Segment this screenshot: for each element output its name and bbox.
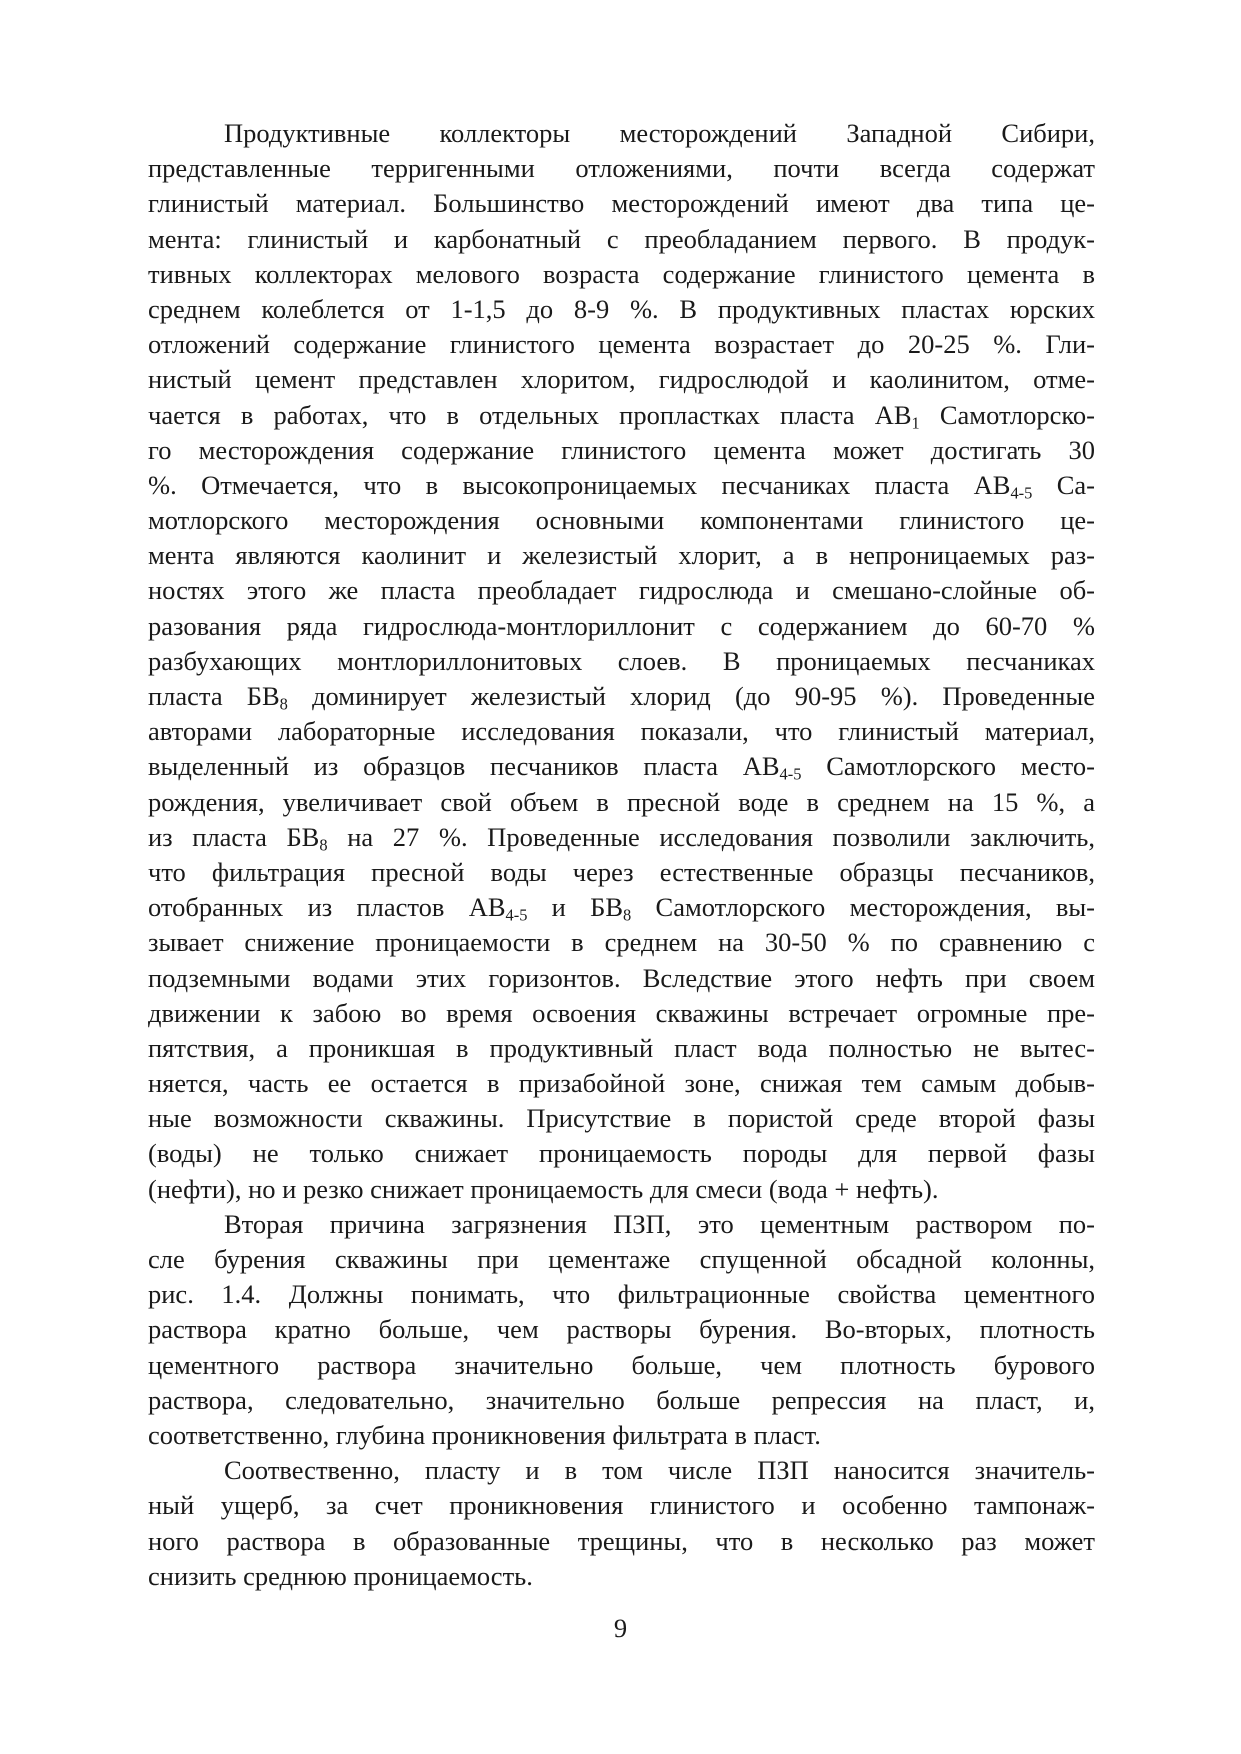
text-run: Са- (1032, 469, 1095, 500)
text-line (148, 996, 1095, 1031)
text-line (148, 222, 1095, 257)
text-line (148, 1172, 1095, 1207)
text-line (148, 1524, 1095, 1559)
text-run: выделенный из образцов песчаников пласта АВ (148, 751, 780, 782)
subscript: 8 (623, 905, 632, 925)
text-line (148, 1348, 1095, 1383)
text-line (148, 961, 1095, 996)
text-line (148, 503, 1095, 538)
text-run: Вторая причина загрязнения ПЗП, это цементным раствором по- (224, 1208, 1095, 1239)
text-line (148, 573, 1095, 608)
text-line (148, 1066, 1095, 1101)
text-run: няется, часть ее остается в призабойной зоне, снижая тем самым добыв- (148, 1068, 1095, 1099)
text-line (148, 679, 1095, 714)
text-line (148, 398, 1095, 433)
text-run: мента: глинистый и карбонатный с преобладанием первого. В продук- (148, 223, 1095, 254)
text-line (148, 292, 1095, 327)
text-line (148, 1277, 1095, 1312)
text-run: ностях этого же пласта преобладает гидрослюда и смешано-слойные об- (148, 575, 1095, 606)
text-line (148, 362, 1095, 397)
text-line (148, 644, 1095, 679)
text-run: ные возможности скважины. Присутствие в пористой среде второй фазы (148, 1103, 1095, 1134)
text-run: и БВ (527, 892, 624, 923)
text-run: ного раствора в образованные трещины, что в несколько раз может (148, 1525, 1095, 1556)
text-line (148, 609, 1095, 644)
text-run: отобранных из пластов АВ (148, 892, 506, 923)
text-run: цементного раствора значительно больше, чем плотность бурового (148, 1349, 1095, 1380)
text-line (148, 925, 1095, 960)
text-run: ный ущерб, за счет проникновения глинистого и особенно тампонаж- (148, 1490, 1095, 1521)
subscript: 8 (279, 694, 288, 714)
text-run: мотлорского месторождения основными компонентами глинистого це- (148, 505, 1095, 536)
subscript: 4-5 (505, 905, 528, 925)
text-run: Продуктивные коллекторы месторождений Западной Сибири, (224, 118, 1095, 148)
text-line (148, 1031, 1095, 1066)
text-run: снизить среднюю проницаемость. (148, 1560, 533, 1591)
text-line (148, 1559, 1095, 1594)
text-run: на 27 %. Проведенные исследования позволили заключить, (327, 821, 1095, 852)
text-line (148, 1136, 1095, 1171)
text-line (148, 186, 1095, 221)
text-run: Самотлорского место- (801, 751, 1095, 782)
text-line (148, 749, 1095, 784)
text-line (148, 151, 1095, 186)
subscript: 8 (319, 835, 328, 855)
paragraph-2 (148, 1207, 1095, 1453)
text-run: чается в работах, что в отдельных пропластках пласта АВ (148, 399, 912, 430)
text-run: разования ряда гидрослюда-монтлориллонит с содержанием до 60-70 % (148, 610, 1095, 641)
text-run: рождения, увеличивает свой объем в пресной воде в среднем на 15 %, а (148, 786, 1095, 817)
text-line (148, 327, 1095, 362)
text-line (148, 1488, 1095, 1523)
text-line (148, 785, 1095, 820)
text-line (148, 1207, 1095, 1242)
text-line (148, 820, 1095, 855)
text-run: (нефти), но и резко снижает проницаемость для смеси (вода + нефть). (148, 1173, 939, 1204)
text-run: нистый цемент представлен хлоритом, гидрослюдой и каолинитом, отме- (148, 364, 1095, 395)
text-run: пласта БВ (148, 681, 280, 711)
text-run: глинистый материал. Большинство месторождений имеют два типа це- (148, 188, 1095, 219)
text-run: зывает снижение проницаемости в среднем на 30-50 % по сравнению с (148, 927, 1095, 958)
text-run: из пласта БВ (148, 821, 320, 852)
text-line (148, 1418, 1095, 1453)
text-run: мента являются каолинит и железистый хлорит, а в непроницаемых раз- (148, 540, 1095, 571)
subscript: 1 (911, 413, 920, 433)
text-line (148, 116, 1095, 151)
text-run: раствора, следовательно, значительно больше репрессия на пласт, и, (148, 1384, 1095, 1415)
text-line (148, 855, 1095, 890)
text-run: сле бурения скважины при цементаже спущенной обсадной колонны, (148, 1244, 1095, 1274)
text-line (148, 538, 1095, 573)
text-line (148, 890, 1095, 925)
paragraph-3 (148, 1453, 1095, 1594)
text-run: представленные терригенными отложениями, почти всегда содержат (148, 153, 1095, 184)
text-run: движении к забою во время освоения скважины встречает огромные пре- (148, 997, 1095, 1028)
page-number: 9 (613, 1613, 628, 1643)
text-run: среднем колеблется от 1-1,5 до 8-9 %. В продуктивных пластах юрских (148, 293, 1095, 324)
text-run: пятствия, а проникшая в продуктивный пласт вода полностью не вытес- (148, 1032, 1095, 1063)
text-run: (воды) не только снижает проницаемость породы для первой фазы (148, 1138, 1095, 1169)
paragraph-1 (148, 116, 1095, 1207)
text-run: тивных коллекторах мелового возраста содержание глинистого цемента в (148, 258, 1095, 289)
subscript: 4-5 (779, 764, 802, 784)
text-run: отложений содержание глинистого цемента возрастает до 20-25 %. Гли- (148, 329, 1095, 360)
text-line (148, 714, 1095, 749)
text-run: авторами лабораторные исследования показали, что глинистый материал, (148, 716, 1095, 747)
text-run: что фильтрация пресной воды через естественные образцы песчаников, (148, 856, 1095, 887)
text-run: соответственно, глубина проникновения фильтрата в пласт. (148, 1419, 821, 1450)
subscript: 4-5 (1010, 483, 1033, 503)
body-text (148, 116, 1095, 1594)
text-line (148, 1242, 1095, 1277)
text-line (148, 468, 1095, 503)
text-line (148, 1312, 1095, 1347)
text-run: подземными водами этих горизонтов. Вследствие этого нефть при своем (148, 962, 1095, 993)
text-line (148, 1383, 1095, 1418)
text-run: го месторождения содержание глинистого цемента может достигать 30 (148, 434, 1095, 465)
text-line (148, 257, 1095, 292)
text-run: доминирует железистый хлорид (до 90-95 %). Проведенные (287, 681, 1095, 711)
text-line (148, 433, 1095, 468)
text-run: Самотлорского месторождения, вы- (631, 892, 1095, 923)
text-run: Соотвественно, пласту и в том числе ПЗП наносится значитель- (224, 1455, 1095, 1486)
text-run: %. Отмечается, что в высокопроницаемых песчаниках пласта АВ (148, 469, 1011, 500)
text-line (148, 1101, 1095, 1136)
text-run: рис. 1.4. Должны понимать, что фильтрационные свойства цементного (148, 1279, 1095, 1310)
text-run: раствора кратно больше, чем растворы бурения. Во-вторых, плотность (148, 1314, 1095, 1345)
text-run: разбухающих монтлориллонитовых слоев. В проницаемых песчаниках (148, 645, 1095, 676)
text-run: Самотлорско- (919, 399, 1095, 430)
text-line (148, 1453, 1095, 1488)
